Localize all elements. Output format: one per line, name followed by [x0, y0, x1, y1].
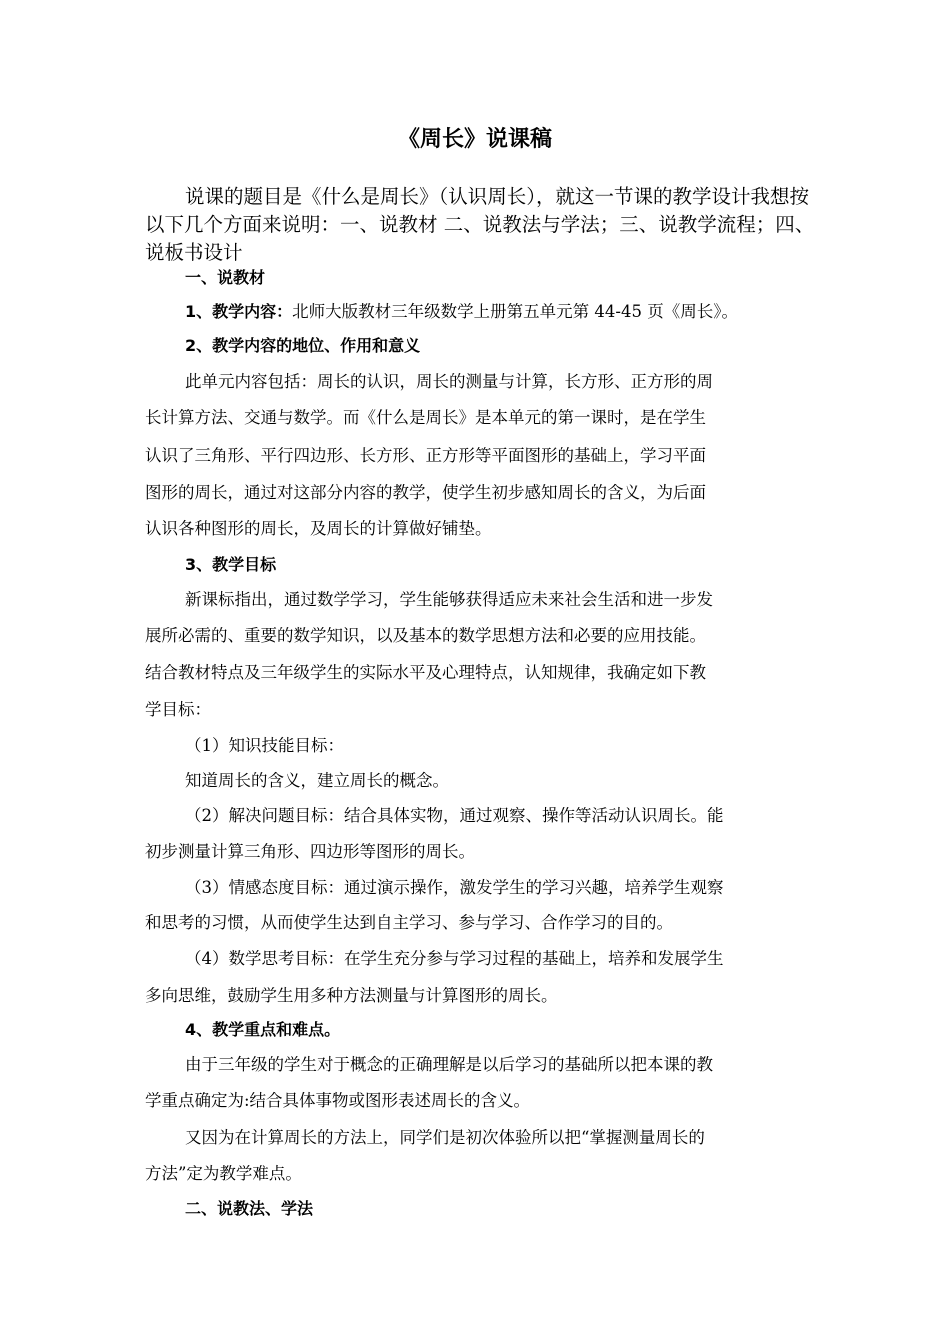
paragraph-line: 认识各种图形的周长，及周长的计算做好铺垫。	[145, 519, 492, 538]
paragraph-line: 长计算方法、交通与数学。而《什么是周长》是本单元的第一课时，是在学生	[145, 408, 706, 427]
goal-emotion-line: （3）情感态度目标：通过演示操作，激发学生的学习兴趣，培养学生观察	[185, 878, 724, 897]
intro-paragraph: 说课的题目是《什么是周长》（认识周长），就这一节课的教学设计我想按以下几个方面来说明：一、说教材 二、说教法与学法；三、说教学流程；四、说板书设计	[145, 185, 815, 264]
goal-math-thinking-line: （4）数学思考目标：在学生充分参与学习过程的基础上，培养和发展学生	[185, 949, 724, 968]
goal-math-thinking-line: 多向思维，鼓励学生用多种方法测量与计算图形的周长。	[145, 986, 558, 1005]
goal-problem-solving-line: （2）解决问题目标：结合具体实物，通过观察、操作等活动认识周长。能	[185, 806, 724, 825]
item-teaching-content-text: 北师大版教材三年级数学上册第五单元第 44-45 页《周长》。	[292, 302, 738, 321]
document-title: 《周长》说课稿	[397, 127, 552, 152]
paragraph-line: 新课标指出，通过数学学习，学生能够获得适应未来社会生活和进一步发	[185, 590, 713, 609]
paragraph-line: 学目标：	[145, 700, 211, 719]
paragraph-line: 展所必需的、重要的数学知识，以及基本的数学思想方法和必要的应用技能。	[145, 626, 706, 645]
paragraph-line: 此单元内容包括：周长的认识，周长的测量与计算，长方形、正方形的周	[185, 372, 713, 391]
paragraph-line: 认识了三角形、平行四边形、长方形、正方形等平面图形的基础上，学习平面	[145, 446, 706, 465]
section-heading-methods: 二、说教法、学法	[185, 1199, 314, 1218]
paragraph-line: 由于三年级的学生对于概念的正确理解是以后学习的基础所以把本课的教	[185, 1055, 713, 1074]
section-heading-teaching-material: 一、说教材	[185, 268, 266, 287]
item-teaching-goals-heading: 3、教学目标	[185, 555, 277, 574]
item-teaching-content-label: 1、教学内容：	[185, 302, 293, 321]
goal-emotion-line: 和思考的习惯，从而使学生达到自主学习、参与学习、合作学习的目的。	[145, 913, 673, 932]
goal-knowledge-heading: （1）知识技能目标：	[185, 736, 344, 755]
item-key-points-heading: 4、教学重点和难点。	[185, 1020, 341, 1039]
item-content-role-heading: 2、教学内容的地位、作用和意义	[185, 336, 421, 355]
paragraph-line: 又因为在计算周长的方法上，同学们是初次体验所以把“掌握测量周长的	[185, 1128, 705, 1147]
paragraph-line: 学重点确定为:结合具体事物或图形表述周长的含义。	[145, 1091, 531, 1110]
paragraph-line: 图形的周长，通过对这部分内容的教学，使学生初步感知周长的含义，为后面	[145, 483, 706, 502]
goal-knowledge-text: 知道周长的含义，建立周长的概念。	[185, 771, 449, 790]
item-teaching-content	[185, 298, 738, 322]
paragraph-line: 结合教材特点及三年级学生的实际水平及心理特点，认知规律，我确定如下教	[145, 663, 706, 682]
paragraph-line: 方法”定为教学难点。	[145, 1164, 302, 1183]
goal-problem-solving-line: 初步测量计算三角形、四边形等图形的周长。	[145, 842, 475, 861]
